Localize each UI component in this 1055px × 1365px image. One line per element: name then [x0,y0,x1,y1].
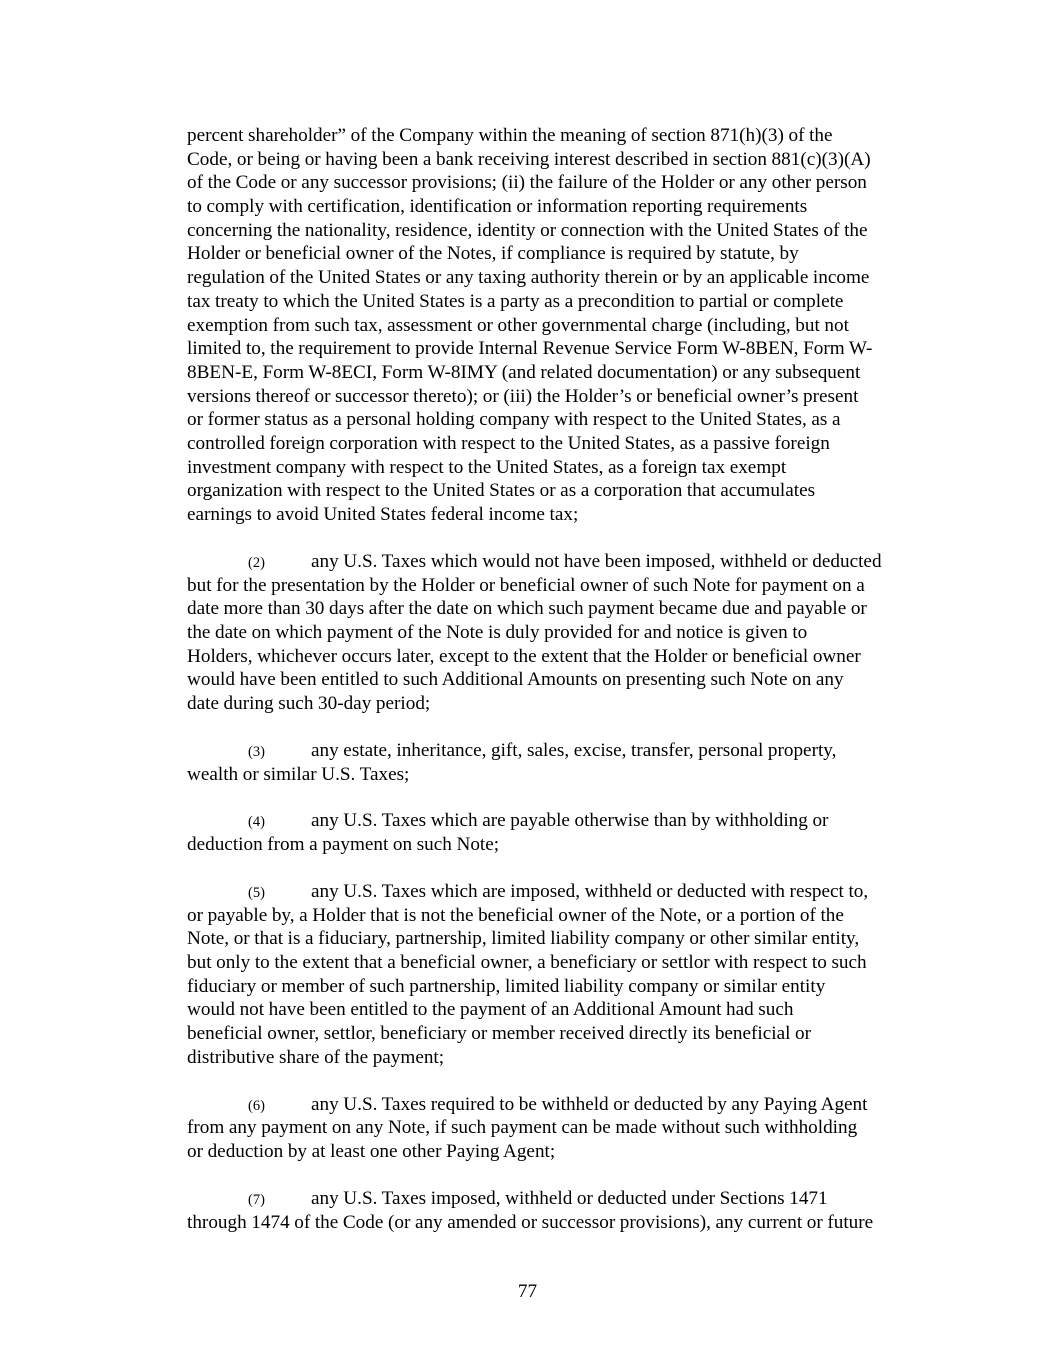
text-line [187,880,947,904]
item-number: (7) [248,1191,265,1208]
text-line: exemption from such tax, assessment or other governmental charge (including, but not [187,314,849,336]
text-line: deduction from a payment on such Note; [187,834,500,856]
text-line: percent shareholder” of the Company within the meaning of section 871(h)(3) of the [187,125,833,146]
item-number: (3) [248,743,265,760]
text-line: would not have been entitled to the payment of an Additional Amount had such [187,999,794,1021]
page-number: 77 [517,1281,538,1302]
text-line [187,1093,947,1117]
list-item-5 [187,880,947,1070]
text-line: investment company with respect to the United States, as a foreign tax exempt [187,456,787,478]
text-line: tax treaty to which the United States is a party as a precondition to partial or complete [187,290,844,312]
list-item-6 [187,1093,947,1164]
item-number: (4) [248,814,265,831]
text-line: distributive share of the payment; [187,1046,445,1068]
item-text: any U.S. Taxes which are imposed, withheld or deducted with respect to, [311,881,869,902]
list-item-2 [187,550,947,716]
text-line: fiduciary or member of such partnership, limited liability company or similar entity [187,975,826,997]
text-line: limited to, the requirement to provide Internal Revenue Service Form W-8BEN, Form W- [187,338,873,360]
text-line: date more than 30 days after the date on which such payment became due and payable or [187,598,867,620]
text-line: of the Code or any successor provisions; (ii) the failure of the Holder or any other person [187,172,867,194]
text-line: or former status as a personal holding company with respect to the United States, as a [187,409,841,431]
text-line: through 1474 of the Code (or any amended or successor provisions), any current or future [187,1211,874,1233]
text-line: Note, or that is a fiduciary, partnership, limited liability company or other similar entity, [187,928,860,950]
item-text: any estate, inheritance, gift, sales, excise, transfer, personal property, [311,739,837,761]
text-line: but for the presentation by the Holder or beneficial owner of such Note for payment on a [187,574,865,596]
text-line [187,739,947,763]
item-text: any U.S. Taxes which would not have been imposed, withheld or deducted [311,550,882,572]
item-number: (5) [248,885,265,901]
text-line: or payable by, a Holder that is not the beneficial owner of the Note, or a portion of the [187,904,844,926]
text-line: 8BEN-E, Form W-8ECI, Form W-8IMY (and related documentation) or any subsequent [187,361,861,383]
item-text: any U.S. Taxes required to be withheld or deducted by any Paying Agent [311,1093,868,1115]
item-text: any U.S. Taxes imposed, withheld or deducted under Sections 1471 [311,1187,828,1209]
text-line [187,550,947,574]
document-body [187,124,947,1234]
item-number: (2) [248,554,265,571]
text-line: controlled foreign corporation with respect to the United States, as a passive foreign [187,432,830,454]
item-text: any U.S. Taxes which are payable otherwise than by withholding or [311,810,829,832]
text-line: earnings to avoid United States federal income tax; [187,504,579,525]
text-line: concerning the nationality, residence, identity or connection with the United States of the [187,219,868,241]
text-line: Holders, whichever occurs later, except to the extent that the Holder or beneficial owner [187,645,861,667]
item-number: (6) [248,1097,265,1114]
text-line: or deduction by at least one other Paying Agent; [187,1141,556,1163]
text-line [187,809,947,833]
text-line: versions thereof or successor thereto); or (iii) the Holder’s or beneficial owner’s present [187,385,859,407]
text-line: Holder or beneficial owner of the Notes, if compliance is required by statute, by [187,243,799,265]
text-line: wealth or similar U.S. Taxes; [187,763,410,785]
text-line [187,1187,947,1211]
text-line: date during such 30-day period; [187,693,431,714]
text-line: would have been entitled to such Additional Amounts on presenting such Note on any [187,669,844,691]
list-item-4 [187,809,947,856]
intro-paragraph [187,124,947,527]
text-line: but only to the extent that a beneficial owner, a beneficiary or settlor with respect to such [187,952,867,974]
text-line: from any payment on any Note, if such payment can be made without such withholding [187,1117,858,1139]
list-item-3 [187,739,947,786]
text-line: the date on which payment of the Note is duly provided for and notice is given to [187,621,808,643]
text-line: beneficial owner, settlor, beneficiary or member received directly its beneficial or [187,1023,812,1045]
list-item-7 [187,1187,947,1234]
text-line: organization with respect to the United States or as a corporation that accumulates [187,480,816,502]
text-line: to comply with certification, identification or information reporting requirements [187,196,808,218]
text-line: Code, or being or having been a bank receiving interest described in section 881(c)(3)(A) [187,148,871,170]
text-line: regulation of the United States or any taxing authority therein or by an applicable income [187,267,870,289]
